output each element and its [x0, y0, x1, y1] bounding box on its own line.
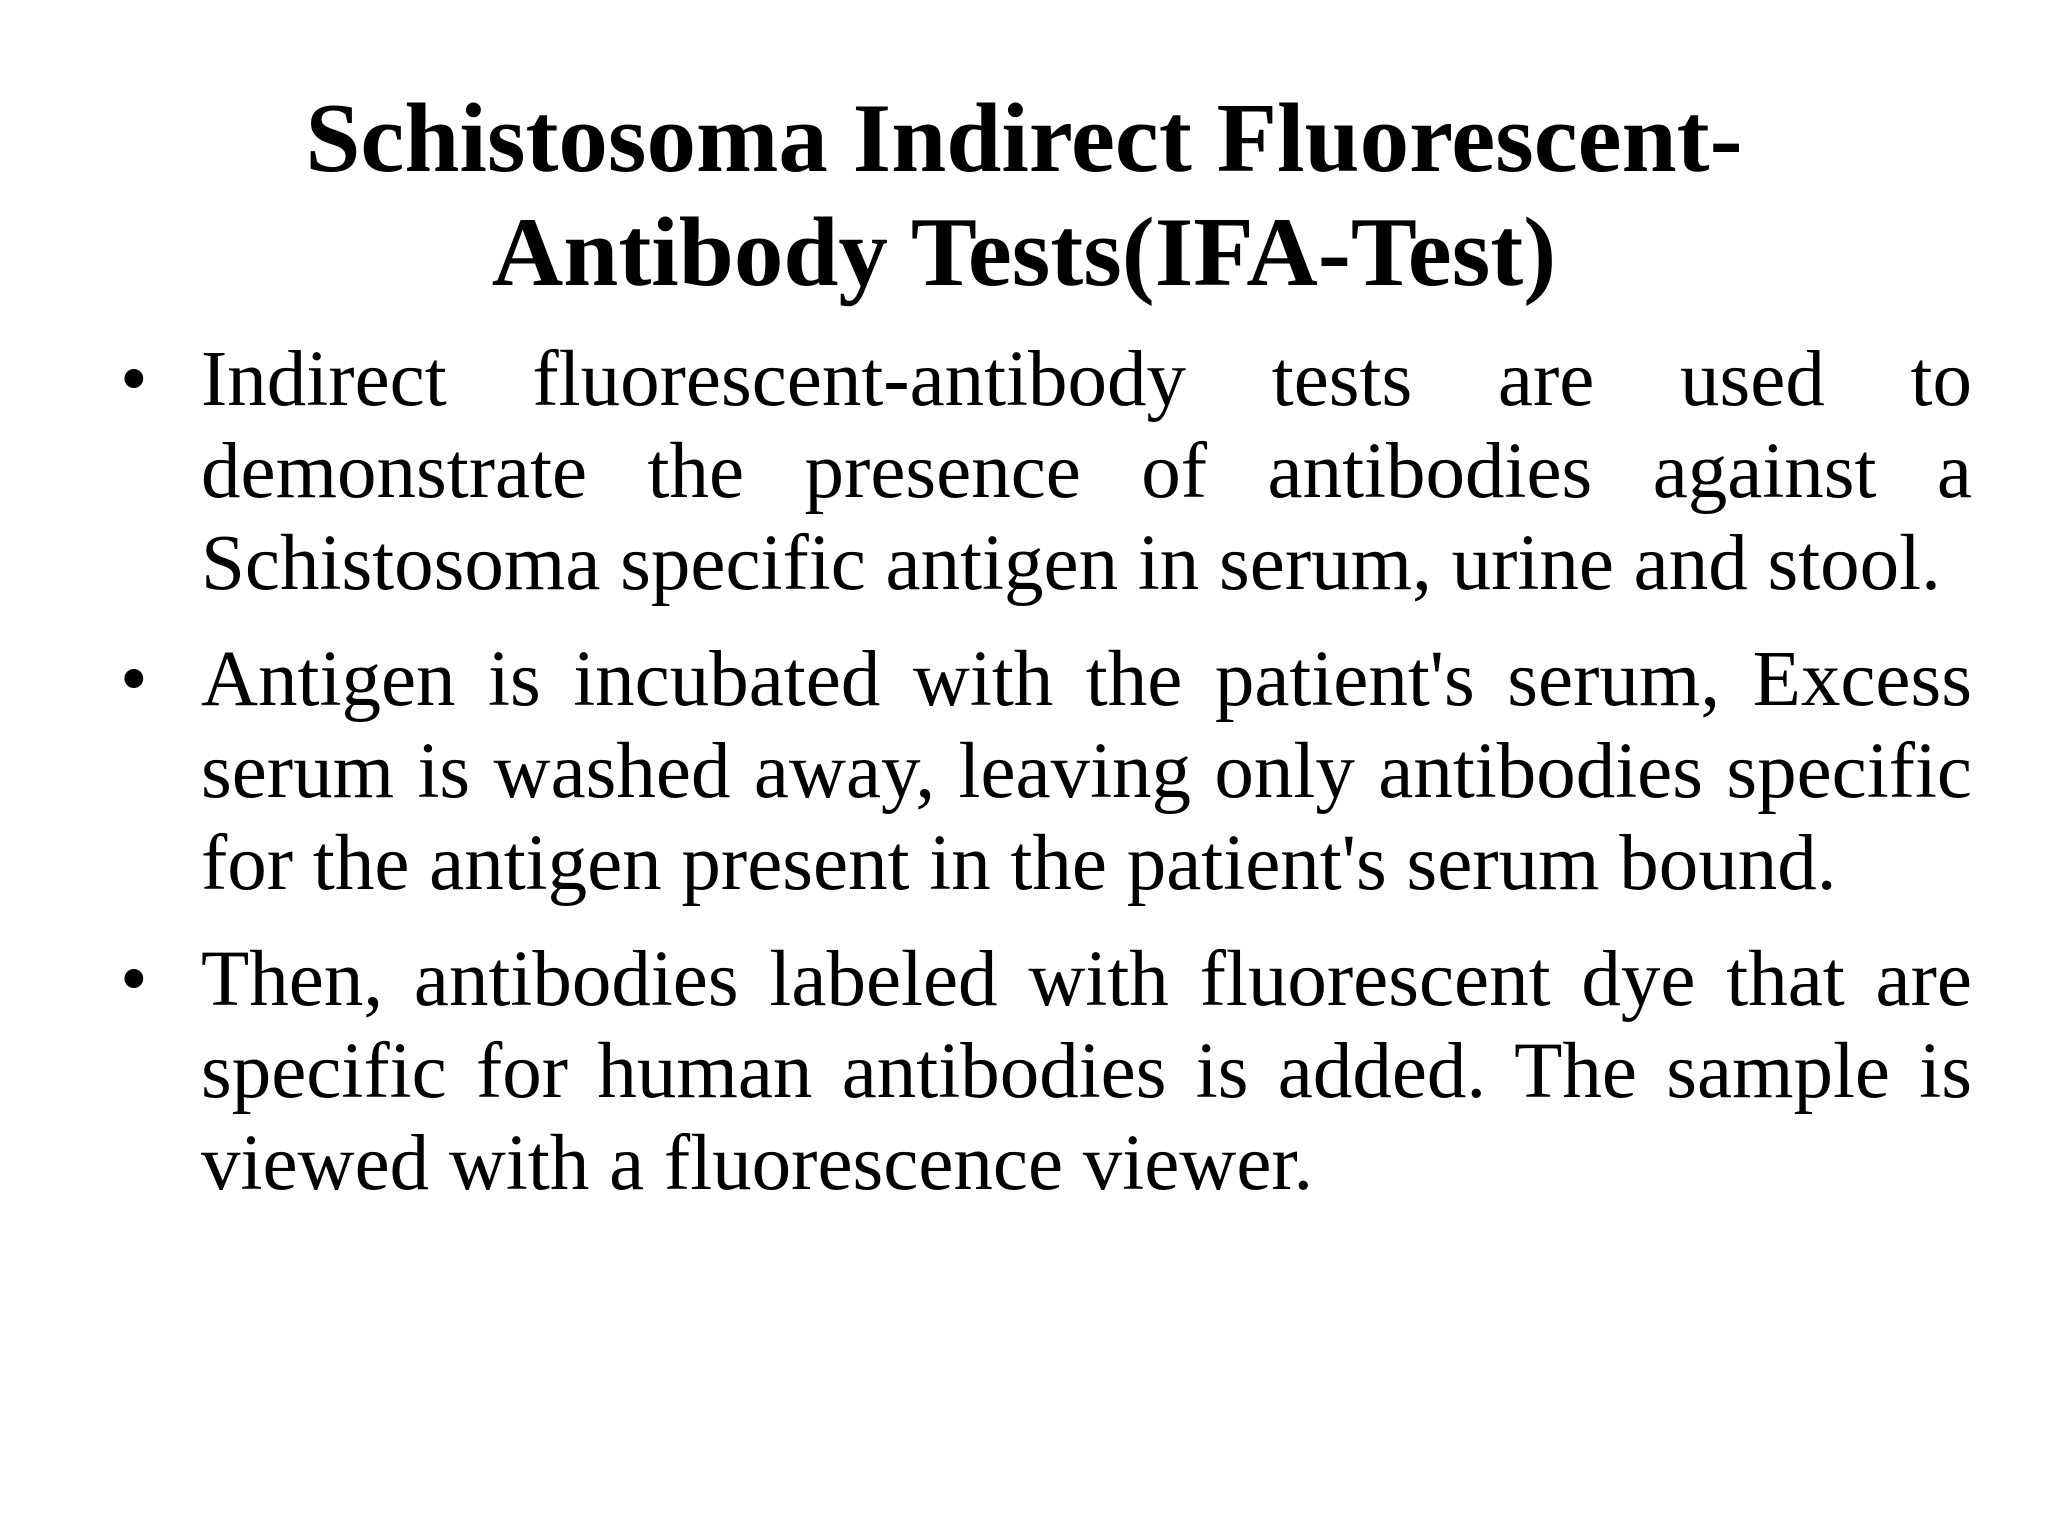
bullet-item-fluorescent-dye	[120, 934, 1972, 1210]
slide-title-line-2: Antibody Tests(IFA-Test)	[491, 198, 1557, 307]
bullet-icon: •	[120, 636, 148, 723]
bullet-text-ifa-purpose: Indirect fluorescent-antibody tests are used to demonstrate the presence of antibodies against a Schistosoma specific antigen in serum, urine and stool.	[201, 336, 1972, 607]
bullet-icon: •	[120, 936, 148, 1023]
bullet-item-antigen-incubation	[120, 634, 1972, 910]
slide-title-line-1: Schistosoma Indirect Fluorescent-	[305, 84, 1743, 193]
bullet-list	[120, 334, 1972, 1234]
bullet-item-ifa-purpose	[120, 334, 1972, 610]
bullet-text-antigen-incubation: Antigen is incubated with the patient's serum, Excess serum is washed away, leaving only antibodies specific for the antigen present in the patient's serum bound.	[201, 636, 1972, 907]
slide-title	[180, 82, 1868, 310]
bullet-icon: •	[120, 336, 148, 423]
bullet-text-fluorescent-dye: Then, antibodies labeled with fluorescent dye that are specific for human antibodies is added. The sample is viewed with a fluorescence viewer.	[201, 936, 1972, 1207]
